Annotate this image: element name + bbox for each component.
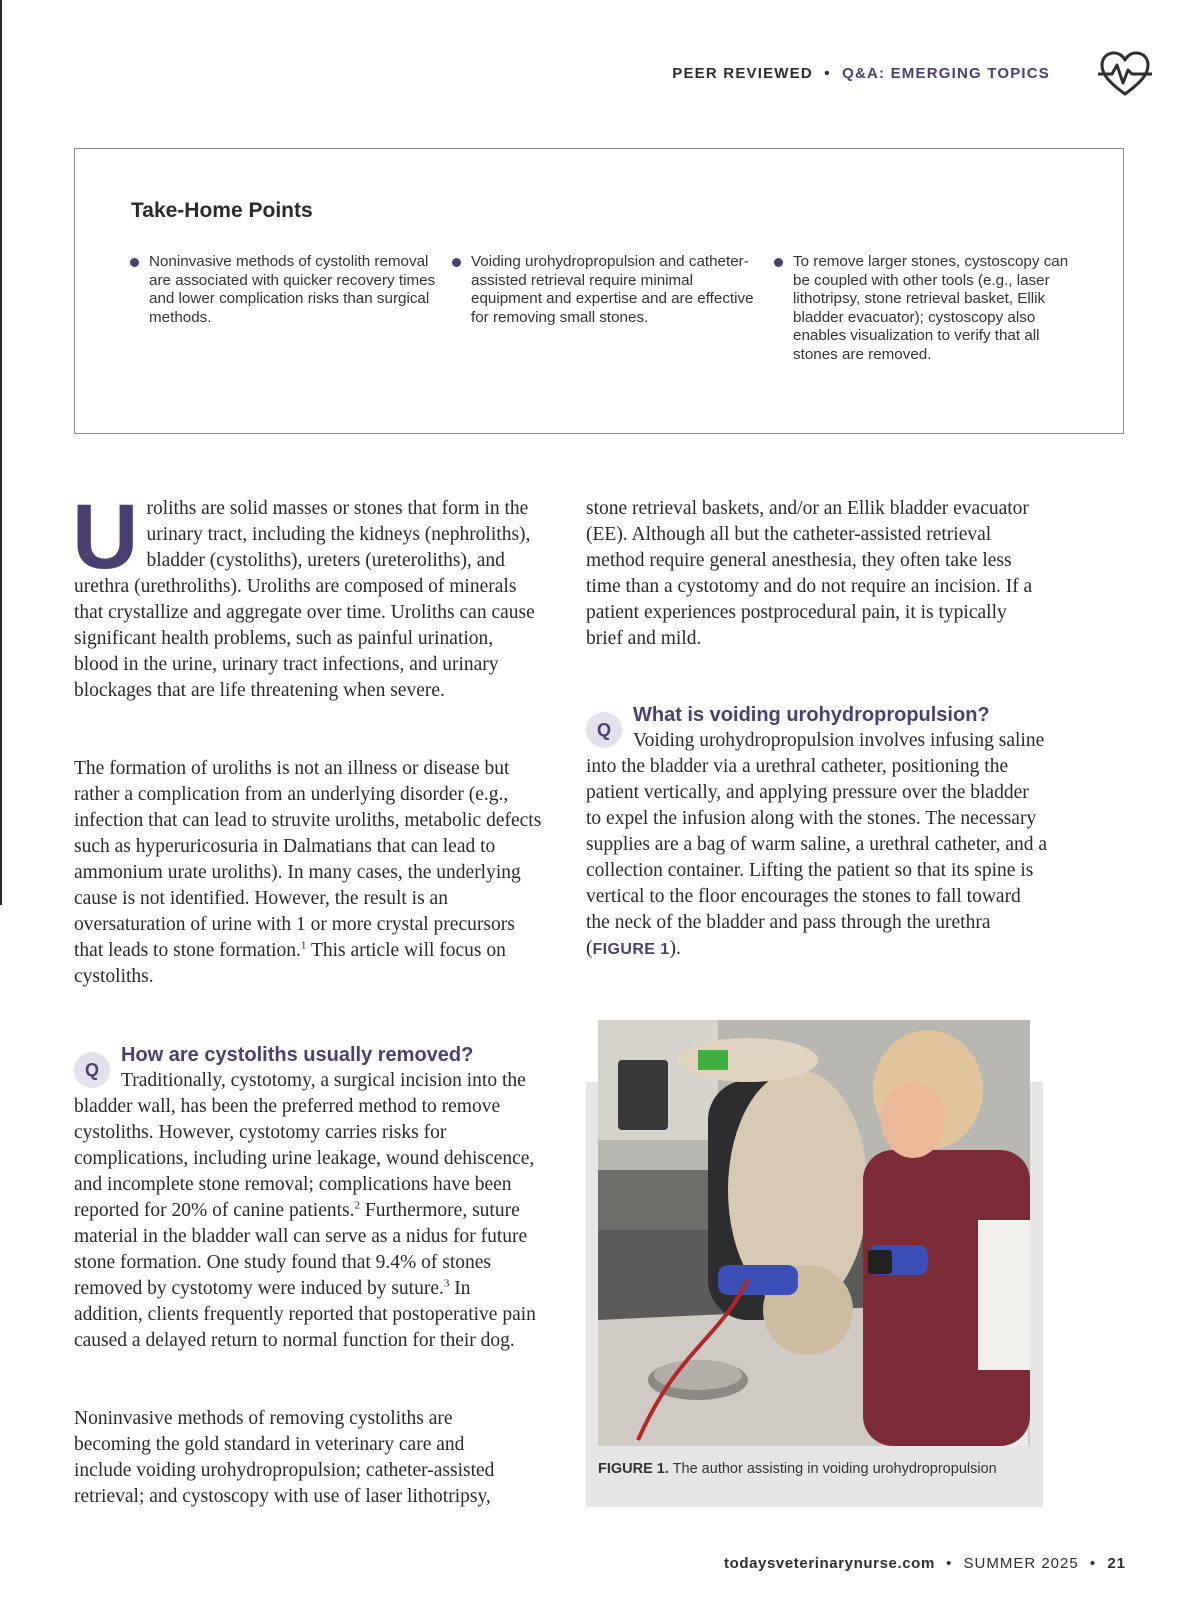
- page-footer: [724, 1555, 1126, 1572]
- heart-pulse-icon: [1098, 50, 1152, 98]
- take-home-point-text: Noninvasive methods of cystolith removal are associated with quicker recovery times and lower complication risks than surgical methods.: [149, 253, 436, 326]
- vuh-text: Voiding urohydropropulsion involves infusing saline into the bladder via a urethral catheter, positioning the patient vertically, and applying pressure over the bladder to expel the infusion along with the stones. The necessary supplies are a bag of warm saline, a urethral catheter, and a collection container. Lifting the patient so that its spine is vertical to the floor encourages the stones to fall toward the neck of the bladder and pass through the urethra (: [586, 730, 1048, 959]
- figure-reference: FIGURE 1: [592, 941, 670, 958]
- running-header: [672, 65, 1050, 82]
- question-badge: Q: [74, 1052, 110, 1088]
- take-home-point: [471, 253, 761, 327]
- figure-photo: [598, 1020, 1030, 1446]
- footer-issue: SUMMER 2025: [963, 1555, 1079, 1572]
- reference-3: 3: [443, 1277, 450, 1290]
- bullet-icon: [130, 258, 139, 267]
- continuation-paragraph: stone retrieval baskets, and/or an Ellik bladder evacuator (EE). Although all but the catheter-assisted retrieval method require general anesthesia, they often take less time than a cystotomy and do not require an incision. If a patient experiences postprocedural pain, it is typically brief and mild.: [586, 498, 1033, 649]
- reference-2: 2: [354, 1199, 360, 1212]
- footer-separator: •: [946, 1555, 953, 1572]
- take-home-box: [74, 148, 1124, 434]
- footer-separator: •: [1089, 1555, 1097, 1572]
- figure-caption: [598, 1460, 1028, 1479]
- figure-caption-text: The author assisting in voiding urohydropropulsion: [668, 1461, 997, 1477]
- removal-paragraph: [74, 1068, 536, 1354]
- intro-paragraph: [72, 486, 538, 704]
- question-badge: Q: [586, 712, 622, 748]
- take-home-point-text: To remove larger stones, cystoscopy can be coupled with other tools (e.g., laser lithotripsy, stone retrieval basket, Ellik bladder evacuator); cystoscopy also enables visualization to verify that all stones are removed.: [793, 253, 1069, 363]
- page-edge-rule: [0, 0, 2, 905]
- vuh-text-end: ).: [669, 938, 681, 959]
- take-home-point-text: Voiding urohydropropulsion and catheter-assisted retrieval require minimal equipment and expertise and are effective for removing small stones.: [471, 253, 754, 326]
- question-heading-removal: How are cystoliths usually removed?: [121, 1044, 474, 1066]
- formation-text: The formation of uroliths is not an illness or disease but rather a complication from an underlying disorder (e.g., infection that can lead to struvite uroliths, metabolic defects such as hyperuricosuria in Dalmatians that can lead to ammonium urate uroliths). In many cases, the underlying cause is not identified. However, the result is an oversaturation of urine with 1 or more crystal precursors that leads to stone formation.: [74, 758, 542, 961]
- noninvasive-paragraph: Noninvasive methods of removing cystoliths are becoming the gold standard in veterinary care and include voiding urohydropropulsion; catheter-assisted retrieval; and cystoscopy with use of laser lithotripsy,: [74, 1408, 495, 1507]
- removal-text-c: In addition, clients frequently reported that postoperative pain caused a delayed return to normal function for their dog.: [74, 1278, 536, 1351]
- bullet-icon: [774, 258, 783, 267]
- vuh-paragraph: [586, 728, 1048, 963]
- page-number: 21: [1107, 1555, 1126, 1572]
- figure-label: FIGURE 1.: [598, 1461, 669, 1477]
- reference-1: 1: [300, 939, 307, 952]
- removal-text-a: Traditionally, cystotomy, a surgical incision into the bladder wall, has been the preferred method to remove cystoliths. However, cystotomy carries risks for complications, including urine leakage, wound dehiscence, and incomplete stone removal; complications have been reported for 20% of canine patients.: [74, 1070, 535, 1221]
- removal-text-b: Furthermore, suture material in the bladder wall can serve as a nidus for future stone formation. One study found that 9.4% of stones removed by cystotomy were induced by suture.: [74, 1200, 528, 1299]
- topic-label: Q&A: EMERGING TOPICS: [842, 65, 1050, 82]
- take-home-point: [149, 253, 439, 327]
- take-home-point: [793, 253, 1083, 365]
- section-label: PEER REVIEWED: [672, 65, 813, 82]
- formation-paragraph: [74, 756, 544, 990]
- bullet-icon: [452, 258, 461, 267]
- drop-cap: U: [72, 486, 139, 588]
- header-separator: •: [824, 65, 831, 82]
- take-home-title: Take-Home Points: [131, 199, 313, 222]
- footer-site: todaysveterinarynurse.com: [723, 1555, 935, 1572]
- question-heading-vuh: What is voiding urohydropropulsion?: [633, 704, 990, 726]
- formation-text-end: This article will focus on cystoliths.: [74, 940, 506, 987]
- intro-text: roliths are solid masses or stones that form in the urinary tract, including the kidneys (nephroliths), bladder (cystoliths), ureters (ureteroliths), and urethra (urethroliths). Uroliths are composed of minerals that crystallize and aggregate over time. Uroliths can cause significant health problems, such as painful urination, blood in the urine, urinary tract infections, and urinary blockages that are life threatening when severe.: [74, 498, 535, 701]
